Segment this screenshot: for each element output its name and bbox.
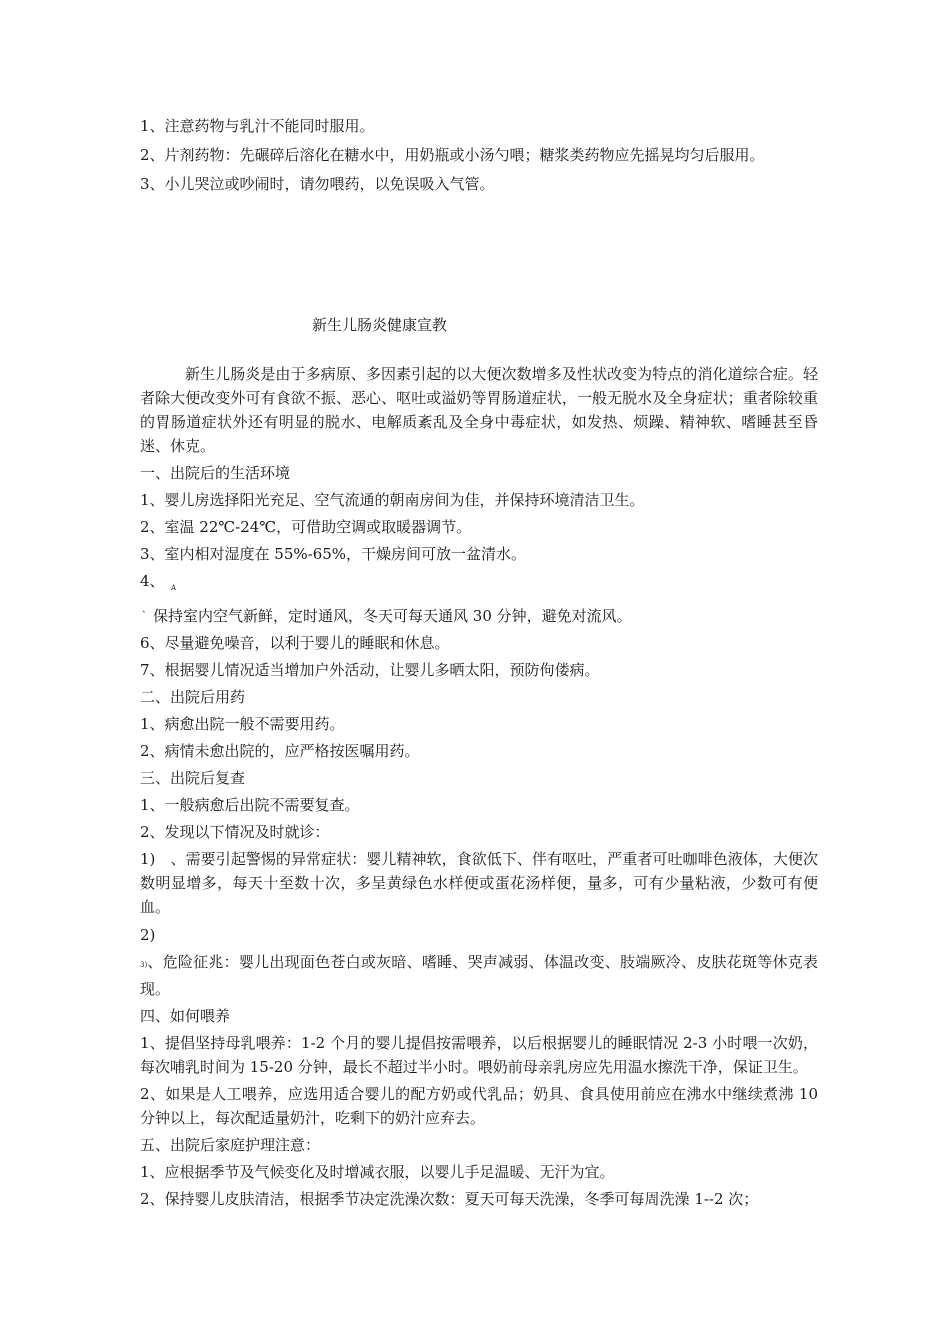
section-1-item: 1、婴儿房选择阳光充足、空气流通的朝南房间为佳，并保持环境清洁卫生。 <box>140 491 645 509</box>
section-1-item: 3、室内相对湿度在 55%-65%，干燥房间可放一盆清水。 <box>140 545 527 563</box>
section-3-item: 2、发现以下情况及时就诊： <box>140 823 330 841</box>
medication-note-2: 2、片剂药物：先碾碎后溶化在糖水中，用奶瓶或小汤勺喂；糖浆类药物应先摇晃均匀后服用。 <box>140 146 765 164</box>
section-3-heading: 三、出院后复查 <box>140 769 246 787</box>
section-1-item: 4、 <box>140 572 165 590</box>
section-5-item: 1、应根据季节及气候变化及时增减衣服，以婴儿手足温暖、无汗为宜。 <box>140 1163 615 1181</box>
section-2-item: 2、病情未愈出院的，应严格按医嘱用药。 <box>140 742 420 760</box>
section-2-item: 1、病愈出院一般不需要用药。 <box>140 715 345 733</box>
section-2-heading: 二、出院后用药 <box>140 688 246 706</box>
sub-2-marker: 3) <box>140 961 148 969</box>
medication-notes <box>140 114 818 201</box>
section-3-sub-2-label: 2) <box>140 926 156 944</box>
medication-note-1: 1、注意药物与乳汁不能同时服用。 <box>140 117 375 135</box>
section-1-item: 7、根据婴儿情况适当增加户外活动，让婴儿多晒太阳，预防佝偻病。 <box>140 661 600 679</box>
medication-note-3: 3、小儿哭泣或吵闹时，请勿喂药，以免误吸入气管。 <box>140 175 495 193</box>
section-3-sub-1: 1) 、需要引起警惕的异常症状：婴儿精神软，食欲低下、伴有呕吐，严重者可吐咖啡色液体，大便次数明显增多，每天十至数十次，多呈黄绿色水样便或蛋花汤样便，量多，可有少量粘液，少数可有便血。 <box>140 850 818 916</box>
document-body <box>140 362 818 1214</box>
sub-2-text: 、危险征兆：婴儿出现面色苍白或灰暗、嗜睡、哭声减弱、体温改变、肢端厥冷、皮肤花斑等休克表现。 <box>140 953 818 998</box>
document-title: 新生儿肠炎健康宣教 <box>312 316 448 334</box>
section-1-item: 6、尽量避免噪音，以利于婴儿的睡眠和休息。 <box>140 634 450 652</box>
section-1-item-5: 保持室内空气新鲜，定时通风，冬天可每天通风 30 分钟，避免对流风。 <box>153 607 632 625</box>
section-4-item: 2、如果是人工喂养，应选用适合婴儿的配方奶或代乳品；奶具、食具使用前应在沸水中继续煮沸 10 分钟以上，每次配适量奶汁，吃剩下的奶汁应弃去。 <box>140 1085 818 1127</box>
section-5-item: 2、保持婴儿皮肤清洁，根据季节决定洗澡次数：夏天可每天洗澡，冬季可每周洗澡 1--2 次； <box>140 1190 759 1208</box>
stray-mark-a: A <box>171 584 177 592</box>
section-1-heading: 一、出院后的生活环境 <box>140 464 291 482</box>
section-5-heading: 五、出院后家庭护理注意： <box>140 1136 321 1154</box>
section-4-heading: 四、如何喂养 <box>140 1007 231 1025</box>
intro-paragraph: 新生儿肠炎是由于多病原、多因素引起的以大便次数增多及性状改变为特点的消化道综合症。轻者除大便改变外可有食欲不振、恶心、呕吐或溢奶等胃肠道症状，一般无脱水及全身症状；重者除较重的胃肠道症状外还有明显的脱水、电解质紊乱及全身中毒症状，如发热、烦躁、精神软、嗜睡甚至昏迷、休克。 <box>140 365 818 455</box>
section-4-item: 1、提倡坚持母乳喂养：1-2 个月的婴儿提倡按需喂养，以后根据婴儿的睡眠情况 2-3 小时喂一次奶，每次哺乳时间为 15-20 分钟，最长不超过半小时。喂奶前母亲乳房应先用温水擦洗干净，保证卫生。 <box>140 1034 818 1076</box>
section-3-sub-2 <box>140 950 818 1001</box>
section-3-item: 1、一般病愈后出院不需要复查。 <box>140 796 360 814</box>
section-1-item: 2、室温 22℃-24℃，可借助空调或取暖器调节。 <box>140 518 472 536</box>
stray-mark-comma: 、 <box>142 605 152 615</box>
